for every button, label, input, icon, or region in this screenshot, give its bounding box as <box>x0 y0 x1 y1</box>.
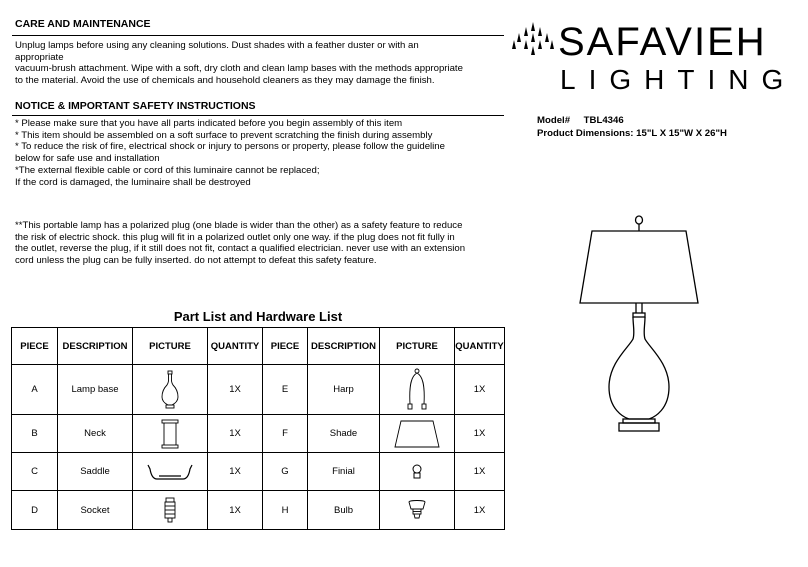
header-picture: PICTURE <box>380 328 455 365</box>
divider <box>12 35 504 36</box>
care-line: Unplug lamps before using any cleaning solutions. Dust shades with a feather duster or with an <box>15 40 419 51</box>
care-line: vacuum-brush attachment. Wipe with a soft, dry cloth and clean lamp bases with the methods appropriate <box>15 63 463 75</box>
finial-icon <box>411 464 423 480</box>
picture-cell <box>133 453 208 491</box>
header-description: DESCRIPTION <box>58 328 133 365</box>
care-line: appropriate <box>15 51 64 63</box>
safety-line: * To reduce the risk of fire, electrical shock or injury to persons or property, please follow the guideline <box>15 141 445 153</box>
piece-cell: F <box>263 415 308 453</box>
quantity-cell: 1X <box>455 415 505 453</box>
chandelier-logo-icon <box>512 22 554 58</box>
quantity-cell: 1X <box>455 491 505 530</box>
brand-name: SAFAVIEH <box>558 20 767 64</box>
description-cell: Neck <box>58 415 133 453</box>
description-cell: Socket <box>58 491 133 530</box>
harp-icon <box>405 368 429 412</box>
description-cell: Lamp base <box>58 365 133 415</box>
dimensions-value: 15"L X 15"W X 26"H <box>636 128 727 139</box>
header-description: DESCRIPTION <box>308 328 380 365</box>
table-row <box>12 415 505 453</box>
header-piece: PIECE <box>263 328 308 365</box>
description-cell: Saddle <box>58 453 133 491</box>
description-cell: Shade <box>308 415 380 453</box>
model-value: TBL4346 <box>583 115 624 126</box>
dimensions-label: Product Dimensions: <box>537 128 634 139</box>
safety-title: NOTICE & IMPORTANT SAFETY INSTRUCTIONS <box>15 100 256 112</box>
piece-cell: B <box>12 415 58 453</box>
neck-icon <box>161 419 179 449</box>
picture-cell <box>380 365 455 415</box>
table-row <box>12 491 505 530</box>
lamp-illustration <box>575 215 703 440</box>
saddle-icon <box>145 461 195 483</box>
safety-line: * This item should be assembled on a soft surface to prevent scratching the finish during assembly <box>15 129 433 141</box>
header-picture: PICTURE <box>133 328 208 365</box>
plug-line: **This portable lamp has a polarized plug (one blade is wider than the other) as a safety feature to reduce <box>15 220 463 231</box>
socket-icon <box>163 497 177 523</box>
brand-sub: LIGHTING <box>560 64 797 95</box>
quantity-cell: 1X <box>455 453 505 491</box>
table-header-row <box>12 328 505 365</box>
quantity-cell: 1X <box>208 415 263 453</box>
plug-line: the risk of electric shock. this plug will fit in a polarized outlet only one way. if the plug does not fit fully in <box>15 231 455 243</box>
picture-cell <box>380 415 455 453</box>
quantity-cell: 1X <box>208 365 263 415</box>
table-row <box>12 365 505 415</box>
table-row <box>12 453 505 491</box>
care-text <box>15 40 505 87</box>
picture-cell <box>133 415 208 453</box>
piece-cell: D <box>12 491 58 530</box>
description-cell: Finial <box>308 453 380 491</box>
header-quantity: QUANTITY <box>455 328 505 365</box>
description-cell: Bulb <box>308 491 380 530</box>
piece-cell: C <box>12 453 58 491</box>
safety-line: If the cord is damaged, the luminaire shall be destroyed <box>15 176 251 188</box>
description-cell: Harp <box>308 365 380 415</box>
picture-cell <box>133 491 208 530</box>
picture-cell <box>380 491 455 530</box>
header-piece: PIECE <box>12 328 58 365</box>
plug-line: cord unless the plug can be fully inserted. do not attempt to defeat this safety feature. <box>15 255 377 267</box>
plug-notice <box>15 220 505 267</box>
safety-line: * Please make sure that you have all parts indicated before you begin assembly of this item <box>15 118 403 129</box>
plug-line: the outlet, reverse the plug, if it still does not fit, contact a qualified electrician. never use with an extension <box>15 243 466 255</box>
brand-logo <box>512 16 797 96</box>
bulb-icon <box>407 499 427 521</box>
picture-cell <box>133 365 208 415</box>
safety-line: *The external flexible cable or cord of this luminaire cannot be replaced; <box>15 164 320 176</box>
care-title: CARE AND MAINTENANCE <box>15 18 151 30</box>
quantity-cell: 1X <box>455 365 505 415</box>
quantity-cell: 1X <box>208 491 263 530</box>
piece-cell: E <box>263 365 308 415</box>
safety-line: below for safe use and installation <box>15 153 160 165</box>
shade-icon <box>393 419 441 449</box>
product-info <box>537 114 727 140</box>
lamp-base-icon <box>160 370 180 410</box>
safety-text <box>15 118 505 188</box>
header-quantity: QUANTITY <box>208 328 263 365</box>
parts-table-title: Part List and Hardware List <box>173 309 343 324</box>
picture-cell <box>380 453 455 491</box>
piece-cell: H <box>263 491 308 530</box>
quantity-cell: 1X <box>208 453 263 491</box>
care-line: to the material. Avoid the use of chemicals and household cleaners as they may damage the finish. <box>15 75 435 87</box>
piece-cell: G <box>263 453 308 491</box>
divider <box>12 115 504 116</box>
piece-cell: A <box>12 365 58 415</box>
parts-table <box>11 327 505 530</box>
model-label: Model# <box>537 115 571 126</box>
